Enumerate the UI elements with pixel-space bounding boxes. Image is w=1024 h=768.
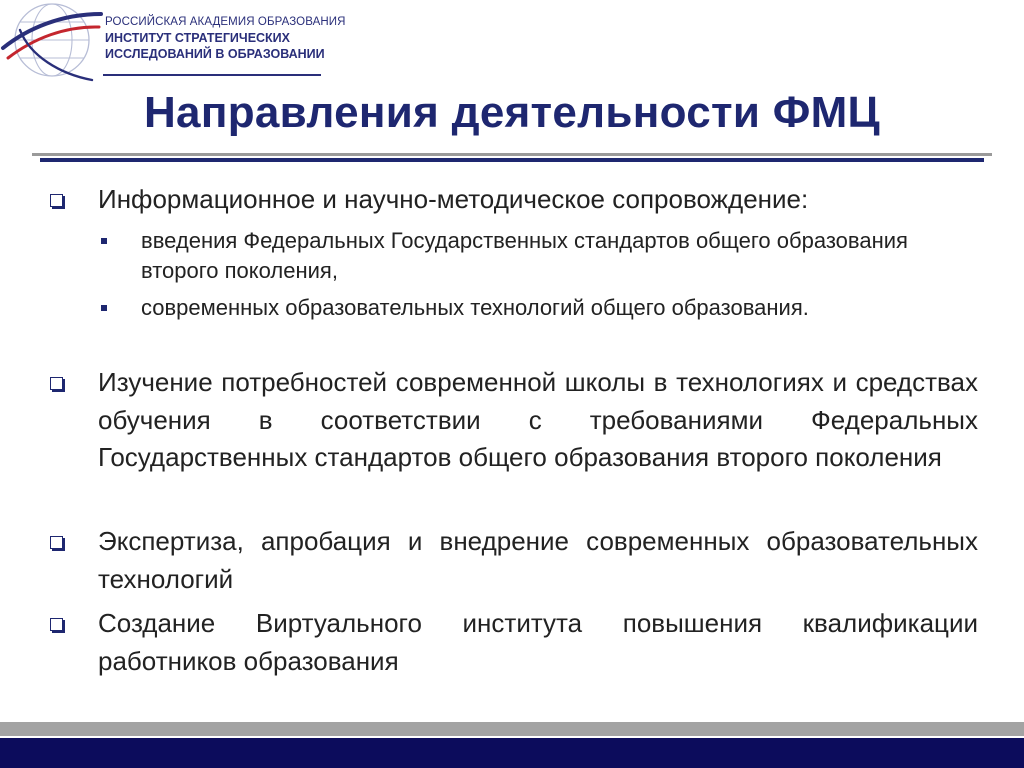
org-line-2: ИНСТИТУТ СТРАТЕГИЧЕСКИХ [105,31,291,45]
org-line-1: РОССИЙСКАЯ АКАДЕМИЯ ОБРАЗОВАНИЯ [105,16,346,28]
footer-stripe-gray [0,722,1024,736]
checkbox-bullet-icon [50,377,63,390]
checkbox-bullet-icon [50,618,63,631]
list-item: Создание Виртуального института повышения квалификации работников образования [98,608,978,676]
slide-title: Направления деятельности ФМЦ [143,88,880,137]
checkbox-bullet-icon [50,536,63,549]
footer-bar [0,738,1024,768]
square-bullet-icon [101,305,107,311]
checkbox-bullet-icon [50,194,63,207]
list-item: Экспертиза, апробация и внедрение современных образовательных технологий [98,526,978,594]
list-item: Изучение потребностей современной школы в технологиях и средствах обучения в соответствии с требованиями Федеральных Государственных стандартов общего образования второго поколения [98,367,978,472]
sub-list-item: введения Федеральных Государственных стандартов общего образования второго поколения, [141,228,908,283]
square-bullet-icon [101,238,107,244]
sub-list-item: современных образовательных технологий общего образования. [141,295,809,320]
list-item: Информационное и научно-методическое сопровождение: [98,184,809,214]
org-line-3: ИССЛЕДОВАНИЙ В ОБРАЗОВАНИИ [105,47,325,61]
